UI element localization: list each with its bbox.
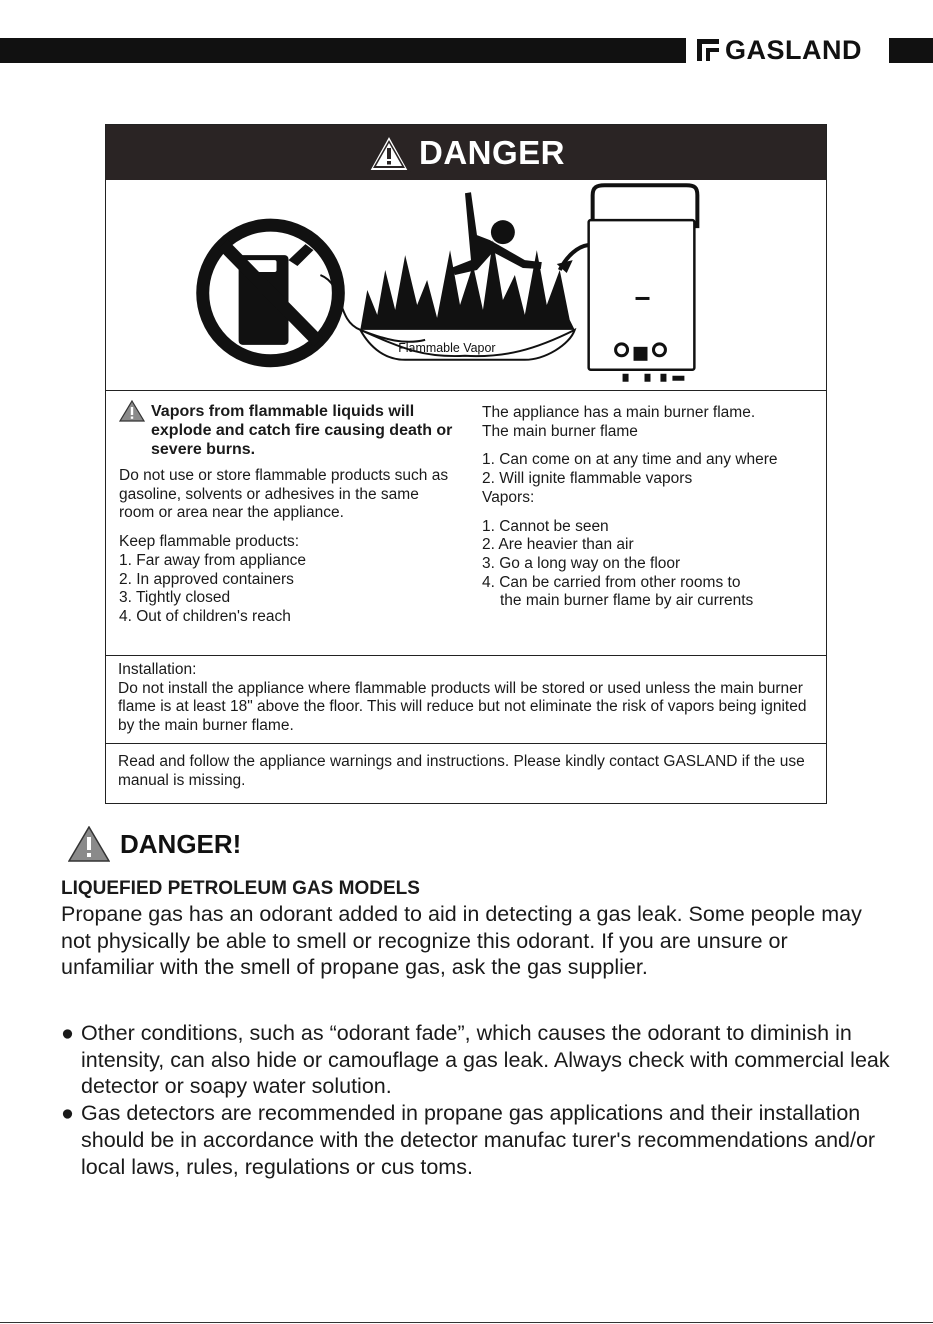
danger-header xyxy=(106,125,826,180)
list-item: 4. Can be carried from other rooms to xyxy=(482,573,741,591)
list-item: ● Gas detectors are recommended in propane gas applications and their installation should be in accordance with the detector manufac turer's recommendations and/or local laws, rules, regulations or cus toms. xyxy=(61,1100,891,1180)
vapor-warning xyxy=(119,402,455,459)
footer-rule xyxy=(0,1322,933,1323)
warning-triangle-icon xyxy=(119,400,145,422)
logo-mark-icon xyxy=(697,39,719,61)
brand-logo xyxy=(697,34,862,66)
list-item: 1. Can come on at any time and any where xyxy=(482,451,778,469)
bullet-text: Other conditions, such as “odorant fade”, which causes the odorant to diminish in intensity, can also hide or camouflage a gas leak. Always check with commercial leak detector or soapy water solution. xyxy=(81,1021,890,1099)
bullet-text: Gas detectors are recommended in propane gas applications and their installation should be in accordance with the detector manufac turer's recommendations and/or local laws, rules, regulations or cus toms. xyxy=(81,1101,876,1179)
lp-danger-heading xyxy=(68,826,241,862)
list-item: ● Other conditions, such as “odorant fade”, which causes the odorant to diminish in intensity, can also hide or camouflage a gas leak. Always check with commercial leak detector or soapy water solution. xyxy=(61,1021,890,1099)
warning-triangle-icon xyxy=(68,826,110,862)
lp-bullet-list xyxy=(61,1020,891,1180)
list-item: 1. Cannot be seen xyxy=(482,517,609,535)
danger-label xyxy=(105,124,827,804)
vapor-list xyxy=(482,518,822,612)
read-follow-note: Read and follow the appliance warnings and instructions. Please kindly contact GASLAND if the use manual is missing. xyxy=(118,753,805,789)
list-item: 3. Go a long way on the floor xyxy=(482,554,681,572)
no-gas-can-icon xyxy=(203,225,339,361)
vapors-title: Vapors: xyxy=(482,488,535,506)
header-bar-end xyxy=(889,38,933,63)
vapor-warning-text: Vapors from flammable liquids will explode and catch fire causing death or severe burns. xyxy=(151,403,453,458)
lp-danger-title: DANGER! xyxy=(120,828,242,859)
header-bar xyxy=(0,38,686,63)
danger-illustration xyxy=(106,180,826,391)
flame-line-1: The appliance has a main burner flame. xyxy=(482,404,756,421)
flammable-vapor-label: Flammable Vapor xyxy=(398,340,496,355)
list-item-continued: the main burner flame by air currents xyxy=(500,592,754,610)
lp-subheading: LIQUEFIED PETROLEUM GAS MODELS xyxy=(61,878,420,899)
installation-text: Do not install the appliance where flammable products will be stored or used unless the main burner flame is at least 18" above the floor. This will reduce but not eliminate the risk of vapors being ignited by the main burner flame. xyxy=(118,679,807,735)
danger-title: DANGER xyxy=(418,133,565,171)
right-column xyxy=(482,404,822,611)
warning-triangle-icon xyxy=(367,133,411,173)
keep-list-title: Keep flammable products: xyxy=(119,533,300,551)
left-column xyxy=(119,402,455,627)
storage-paragraph: Do not use or store flammable products such as gasoline, solvents or adhesives in the same room or area near the appliance. xyxy=(119,467,449,522)
list-item: 3. Tightly closed xyxy=(119,589,231,607)
list-item: 4. Out of children's reach xyxy=(119,607,291,625)
flame-list xyxy=(482,451,822,488)
lp-body: Propane gas has an odorant added to aid in detecting a gas leak. Some people may not physically be able to smell or recognize this odorant. If you are unsure or unfamiliar with the smell of propane gas, ask the gas supplier. xyxy=(61,902,862,980)
installation-section xyxy=(106,655,826,744)
flame-line-2: The main burner flame xyxy=(482,422,638,440)
list-item: 2. Are heavier than air xyxy=(482,536,634,554)
flames-icon xyxy=(360,240,574,330)
list-item: 2. In approved containers xyxy=(119,570,294,588)
installation-title: Installation: xyxy=(118,661,197,678)
brand-name: GASLAND xyxy=(725,34,862,65)
keep-list xyxy=(119,533,455,627)
list-item: 2. Will ignite flammable vapors xyxy=(482,470,693,488)
list-item: 1. Far away from appliance xyxy=(119,551,306,569)
water-heater-icon xyxy=(589,185,698,381)
